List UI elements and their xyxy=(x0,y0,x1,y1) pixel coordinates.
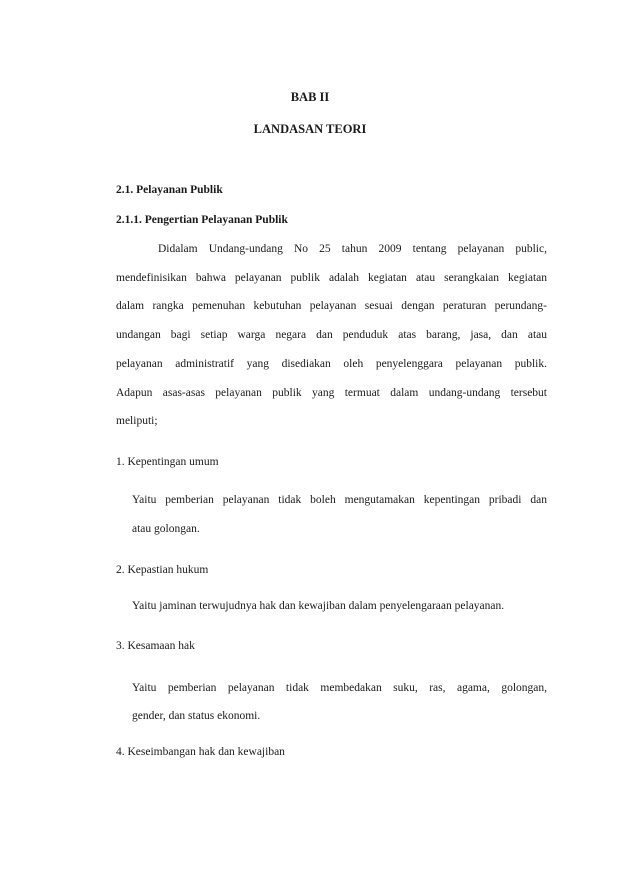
principle-title: 4. Keseimbangan hak dan kewajiban xyxy=(116,746,285,758)
principle-line: Yaitu pemberian pelayanan tidak membedakan suku, ras, agama, golongan, xyxy=(132,682,547,694)
paragraph-line: pelayanan administratif yang disediakan oleh penyelenggara pelayanan publik. xyxy=(116,358,547,370)
principle-line: atau golongan. xyxy=(132,523,200,535)
principle-title: 3. Kesamaan hak xyxy=(116,640,195,652)
section-heading: 2.1. Pelayanan Publik xyxy=(116,184,223,196)
principle-line: gender, dan status ekonomi. xyxy=(132,710,261,722)
paragraph-line: meliputi; xyxy=(116,415,158,427)
principle-line: Yaitu pemberian pelayanan tidak boleh mengutamakan kepentingan pribadi dan xyxy=(132,494,547,506)
principle-line: Yaitu jaminan terwujudnya hak dan kewajiban dalam penyelengaraan pelayanan. xyxy=(132,600,505,612)
subsection-heading: 2.1.1. Pengertian Pelayanan Publik xyxy=(116,214,288,226)
principle-title: 2. Kepastian hukum xyxy=(116,564,209,576)
chapter-title: LANDASAN TEORI xyxy=(253,122,367,136)
paragraph-line: Didalam Undang-undang No 25 tahun 2009 tentang pelayanan public, xyxy=(158,243,547,255)
paragraph-line: dalam rangka pemenuhan kebutuhan pelayanan sesuai dengan peraturan perundang- xyxy=(116,300,547,312)
paragraph-line: mendefinisikan bahwa pelayanan publik adalah kegiatan atau serangkaian kegiatan xyxy=(116,272,547,284)
paragraph-line: Adapun asas-asas pelayanan publik yang termuat dalam undang-undang tersebut xyxy=(116,387,547,399)
paragraph-line: undangan bagi setiap warga negara dan penduduk atas barang, jasa, dan atau xyxy=(116,329,547,341)
chapter-number: BAB II xyxy=(290,90,330,104)
principle-title: 1. Kepentingan umum xyxy=(116,456,219,468)
